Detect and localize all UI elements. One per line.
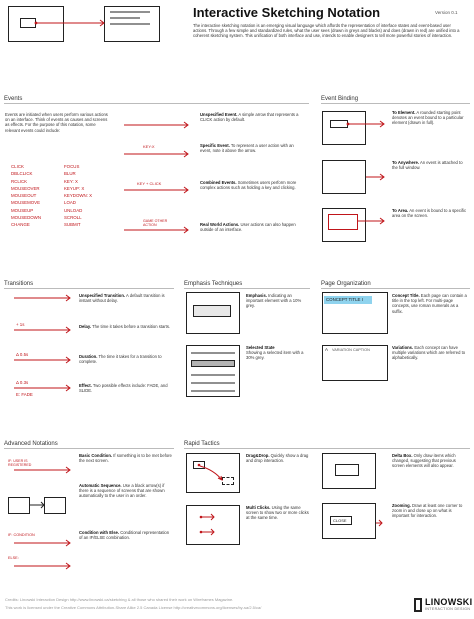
event-item: FOCUS	[64, 164, 80, 169]
concept-title-desc: Concept Title. Each page can contain a title in the top left. For multi-page concepts, use roman numerals as a suffix.	[392, 293, 467, 314]
event-item: KEYDOWN: X	[64, 193, 93, 199]
if-condition-label: IF: CONDITION	[8, 533, 35, 537]
transition-desc-duration: Duration. The time it takes for a transition to complete.	[79, 354, 162, 365]
multi-clicks-desc: Multi Clicks. Using the same screen to show two or more clicks at the same time.	[246, 505, 309, 521]
event-item: MOUSEOUT	[11, 193, 37, 199]
variations-desc: Variations. Each concept can have multiple variations which are referred to alphabetically.	[392, 345, 466, 361]
event-item: MOUSEUP	[11, 207, 34, 213]
page-title: Interactive Sketching Notation	[193, 5, 381, 20]
zoom-close-label: CLOSE	[333, 518, 347, 523]
section-heading-transitions: Transitions	[4, 279, 174, 289]
footer-license: This work is licensed under the Creative Commons Attribution-Share Alike 2.5 Canada License http://creativecommons.org/licenses/by-sa/2.5/ca/	[5, 605, 262, 610]
event-desc-specific: Specific Event. To represent a user action with an event, note it above the arrow.	[200, 143, 294, 154]
variation-marker: A	[325, 347, 328, 352]
event-item: CLICK	[11, 164, 24, 169]
transition-desc-effect: Effect. Two possible effects include: FADE, and SLIDE.	[79, 383, 168, 394]
event-item: LOAD	[64, 200, 76, 206]
delta-box-changed	[335, 464, 359, 476]
event-item: SUBMIT	[64, 222, 81, 228]
event-item: CHANGE	[11, 222, 30, 228]
effect-duration-label: Δ 0.3s	[16, 380, 29, 385]
selected-desc: Selected State Showing a selected item with a 30% grey.	[246, 345, 304, 361]
event-item: SCROLL	[64, 215, 82, 221]
events-intro: Events are initiated when users perform various actions on an interface. Think of events as causes and screens as effects. For the purpose of this notation, some relevant events could include:	[5, 112, 108, 133]
event-item: KEYUP: X	[64, 185, 85, 191]
emphasis-desc: Emphasis. Indicating an important element with a 10% grey.	[246, 293, 302, 309]
section-heading-pages: Page Organization	[321, 279, 470, 289]
binding-desc-area: To Area. An event is bound to a specific area on the screen.	[392, 208, 467, 219]
event-desc-unspecified: Unspecified Event. A simple arrow that represents a CLICK action by default.	[200, 112, 299, 123]
basic-condition-desc: Basic Condition. If something is to be met before the next screen.	[79, 453, 172, 464]
duration-label: Δ 0.5s	[16, 352, 29, 357]
event-item: MOUSEMOVE	[11, 200, 41, 206]
drag-drop-desc: Drag&Drop. Quickly show a drag and drop interaction.	[246, 453, 309, 464]
event-desc-combined: Combined Events. Sometimes users perform more complex actions such as holding a key and clicking.	[200, 180, 297, 191]
footer-credits: Credits: Linowski Interaction Design http://www.linowski.ca/sketching & all those who shared their work on Wireframes Magazine.	[5, 597, 234, 602]
condition-else-desc: Condition with Else. Conditional representation of an IF/ELSE combination.	[79, 530, 170, 541]
section-heading-rapid: Rapid Tactics	[184, 439, 470, 449]
intro-text: The interactive sketching notation is an emerging visual language which affords the representation of interface states and event-based user actions. Through a few simple and standardized rules, what the user sees (drawn in greys and blacks) and does (drawn in red) are unified into a coherent sketching system. This unification of both interface and use, intends to enable designers to tell more powerful stories of interaction.	[193, 23, 460, 39]
brand-tagline: INTERACTION DESIGN	[425, 607, 471, 611]
event-item: DBLCLICK	[11, 171, 33, 177]
event-item: MOUSEDOWN	[11, 215, 42, 221]
transition-desc-delay: Delay. The time it takes before a transition starts.	[79, 324, 171, 329]
section-heading-emphasis: Emphasis Techniques	[184, 279, 310, 289]
event-item: MOUSEOVER	[11, 185, 40, 191]
section-heading-advanced: Advanced Notations	[4, 439, 174, 449]
transition-desc-unspecified: Unspecified Transition. A default transition is instant without delay.	[79, 293, 165, 304]
variation-caption: VARIATION CAPTION	[332, 347, 370, 352]
event-item: KEY: X	[64, 178, 78, 184]
zooming-desc: Zooming. Draw at least one corner to zoom in and close up on what is important for interaction.	[392, 503, 463, 519]
key-event-label: KEY:X	[143, 144, 155, 149]
section-heading-binding: Event Binding	[321, 94, 470, 104]
realworld-label: GAME OTHER ACTION	[143, 219, 168, 227]
auto-sequence-desc: Automatic Sequence. Use a black arrow(s) if there is a sequence of screens that are shown automatically to the user in an order.	[79, 483, 165, 499]
event-item: RCLICK	[11, 178, 28, 184]
combined-event-label: KEY + CLICK	[137, 181, 162, 186]
brand-logo	[414, 598, 422, 612]
delay-label: + 1s	[16, 322, 25, 327]
event-item: UNLOAD	[64, 207, 83, 213]
section-heading-events: Events	[4, 94, 309, 104]
else-label: ELSE:	[8, 556, 19, 560]
event-desc-realworld: Real World Actions. User actions can also happen outside of an interface.	[200, 222, 296, 233]
delta-box-desc: Delta Box. Only draw items which changed, suggesting that previous screen elements will also appear.	[392, 453, 456, 469]
concept-title-label: CONCEPT TITLE I	[326, 297, 363, 302]
event-item: BLUR	[64, 171, 76, 177]
version-label: Version 0.1	[435, 10, 458, 15]
brand-name: LINOWSKI	[425, 597, 473, 607]
basic-condition-label: IF: USER IS REGISTERED	[8, 459, 32, 468]
binding-desc-element: To Element. A rounded starting point denotes an event bound to a particular element (drawn in full).	[392, 110, 464, 126]
effect-type-label: E: FADE	[16, 392, 33, 397]
binding-desc-anywhere: To Anywhere. An event is attached to the full window.	[392, 160, 463, 171]
